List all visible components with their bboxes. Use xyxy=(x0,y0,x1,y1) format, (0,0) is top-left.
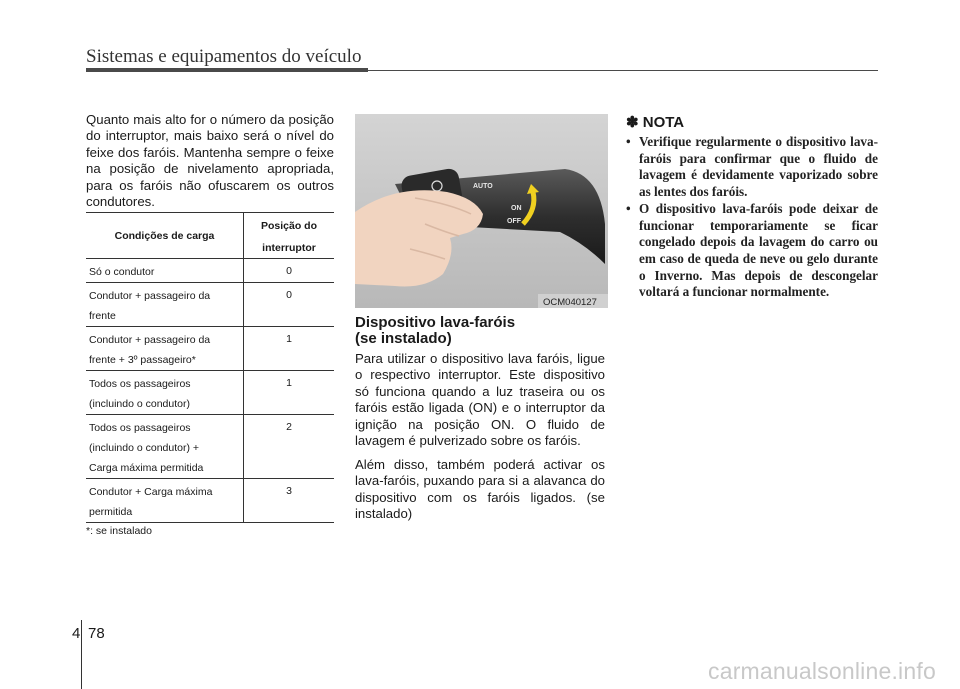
auto-label: AUTO xyxy=(473,183,493,190)
section-paragraph-1: Para utilizar o dispositivo lava faróis, ligue o respectivo interruptor. Este dispositivo só funciona quando a luz traseira ou os faróis estão ligada (ON) e o interruptor da ignição na posição ON. O fluido de lavagem é pulverizado sobre os faróis. xyxy=(355,351,605,449)
section-paragraph-2: Além disso, também poderá activar os lava-faróis, puxando para si a alavanca do dispositivo com os faróis ligados. (se instalado) xyxy=(355,457,605,522)
headlamp-washer-switch-photo xyxy=(355,114,608,308)
table-row xyxy=(86,259,334,283)
table-row xyxy=(86,479,334,523)
load-condition-cell: Condutor + Carga máxima permitida xyxy=(86,479,244,523)
header-rule-thin xyxy=(368,70,878,71)
off-label: OFF xyxy=(507,218,521,225)
load-condition-cell: Condutor + passageiro da frente xyxy=(86,283,244,327)
switch-position-cell: 3 xyxy=(244,479,335,523)
intro-paragraph: Quanto mais alto for o número da posição do interruptor, mais baixo será o nível do feixe dos faróis. Mantenha sempre o feixe na posição de nivelamento apropriada, para os faróis não ofuscarem os outros condutores. xyxy=(86,112,334,210)
load-condition-cell: Só o condutor xyxy=(86,259,244,283)
table-row xyxy=(86,415,334,479)
switch-position-cell: 0 xyxy=(244,259,335,283)
section-title: Dispositivo lava-faróis (se instalado) xyxy=(355,314,516,347)
switch-position-cell: 1 xyxy=(244,371,335,415)
table-row xyxy=(86,283,334,327)
switch-position-cell: 2 xyxy=(244,415,335,479)
table-header-conditions: Condições de carga xyxy=(86,213,244,259)
table-row xyxy=(86,327,334,371)
nota-item: • Verifique regularmente o dispositivo lava-faróis para confirmar que o fluido de lavagem é devidamente vaporizado sobre as lentes dos faróis. xyxy=(626,134,878,200)
nota-title: ✽ NOTA xyxy=(626,114,685,131)
nota-list xyxy=(626,134,878,301)
chapter-number: 4 xyxy=(72,625,81,642)
page-number-divider xyxy=(81,620,82,689)
header-rule-thick xyxy=(86,68,368,72)
page-number: 78 xyxy=(88,625,105,642)
table-header-position: Posição do interruptor xyxy=(244,213,335,259)
switch-position-cell: 1 xyxy=(244,327,335,371)
page-header-title: Sistemas e equipamentos do veículo xyxy=(86,46,362,67)
switch-position-cell: 0 xyxy=(244,283,335,327)
watermark: carmanualsonline.info xyxy=(708,658,936,684)
nota-item: • O dispositivo lava-faróis pode deixar de funcionar temporariamente se ficar congelado depois da lavagem do carro ou em caso de queda de neve ou gelo durante o Inverno. Mas depois de descongelar voltará a funcionar normalmente. xyxy=(626,200,878,300)
load-condition-cell: Todos os passageiros (incluindo o condutor) xyxy=(86,371,244,415)
on-label: ON xyxy=(511,205,522,212)
load-condition-cell: Todos os passageiros (incluindo o condutor) + Carga máxima permitida xyxy=(86,415,244,479)
load-condition-cell: Condutor + passageiro da frente + 3º passageiro* xyxy=(86,327,244,371)
table-row xyxy=(86,371,334,415)
load-conditions-table xyxy=(86,212,334,523)
table-footnote: *: se instalado xyxy=(86,525,152,537)
photo-code: OCM040127 xyxy=(543,297,597,308)
